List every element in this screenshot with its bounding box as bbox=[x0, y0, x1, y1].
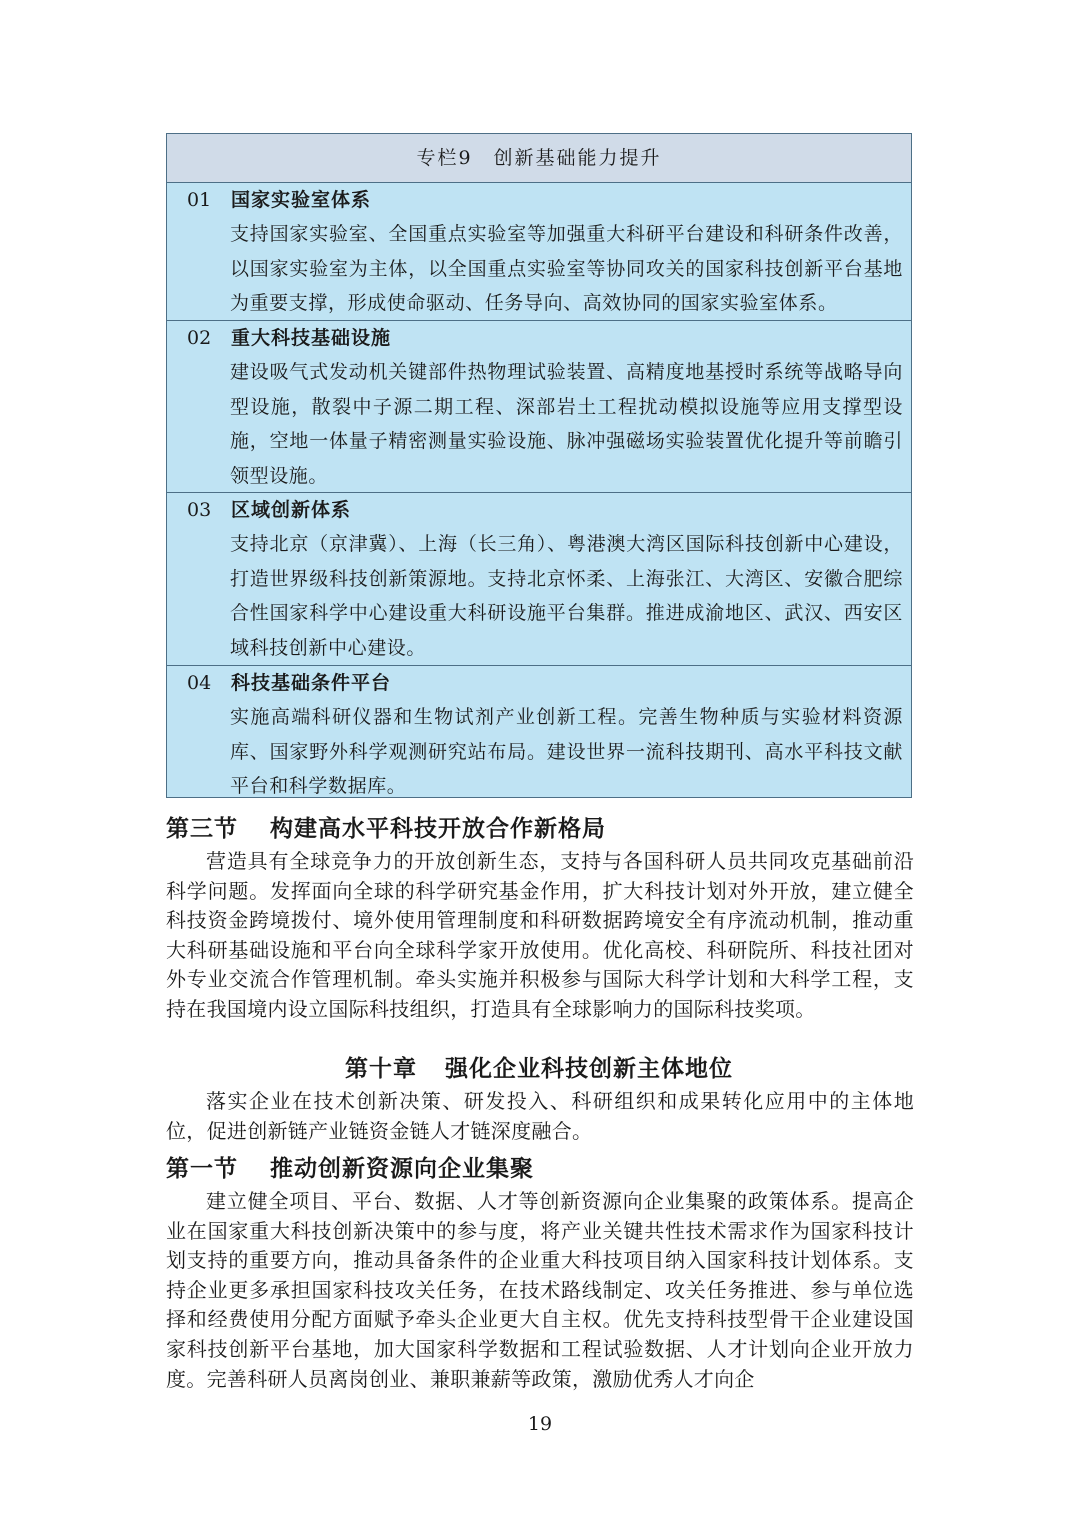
chapter-heading-10 bbox=[166, 1050, 912, 1083]
section-number: 04 bbox=[187, 672, 212, 694]
column-section-02 bbox=[167, 321, 911, 493]
column-box bbox=[166, 133, 912, 798]
section-label: 第三节 bbox=[166, 816, 238, 842]
section-heading-1 bbox=[166, 1150, 926, 1183]
column-section-01 bbox=[167, 183, 911, 321]
chapter-label: 第十章 bbox=[345, 1056, 417, 1082]
section-text: 建设吸气式发动机关键部件热物理试验装置、高精度地基授时系统等战略导向型设施，散裂中子源二期工程、深部岩土工程扰动模拟设施等应用支撑型设施，空地一体量子精密测量实验设施、脉冲强磁场实验装置优化提升等前瞻引领型设施。 bbox=[230, 361, 903, 487]
chapter-10-paragraph: 落实企业在技术创新决策、研发投入、科研组织和成果转化应用中的主体地位，促进创新链产业链资金链人才链深度融合。 bbox=[166, 1089, 914, 1143]
section-text: 支持国家实验室、全国重点实验室等加强重大科研平台建设和科研条件改善，以国家实验室为主体，以全国重点实验室等协同攻关的国家科技创新平台基地为重要支撑，形成使命驱动、任务导向、高效协同的国家实验室体系。 bbox=[230, 223, 903, 314]
column-box-title: 专栏9 创新基础能力提升 bbox=[167, 134, 911, 183]
section-number: 01 bbox=[187, 189, 212, 211]
section-text: 实施高端科研仪器和生物试剂产业创新工程。完善生物种质与实验材料资源库、国家野外科学观测研究站布局。建设世界一流科技期刊、高水平科技文献平台和科学数据库。 bbox=[230, 706, 903, 797]
section-1-paragraph: 建立健全项目、平台、数据、人才等创新资源向企业集聚的政策体系。提高企业在国家重大科技创新决策中的参与度，将产业关键共性技术需求作为国家科技计划支持的重要方向，推动具备条件的企业重大科技项目纳入国家科技计划体系。支持企业更多承担国家科技攻关任务，在技术路线制定、攻关任务推进、参与单位选择和经费使用分配方面赋予牵头企业更大自主权。优先支持科技型骨干企业建设国家科技创新平台基地，加大国家科学数据和工程试验数据、人才计划向企业开放力度。完善科研人员离岗创业、兼职兼薪等政策，激励优秀人才向企 bbox=[166, 1189, 914, 1391]
section-title: 科技基础条件平台 bbox=[231, 672, 392, 694]
section-title: 区域创新体系 bbox=[231, 499, 352, 521]
section-title: 国家实验室体系 bbox=[231, 189, 372, 211]
section-3-paragraph: 营造具有全球竞争力的开放创新生态，支持与各国科研人员共同攻克基础前沿科学问题。发挥面向全球的科学研究基金作用，扩大科技计划对外开放，建立健全科技资金跨境拨付、境外使用管理制度和科研数据跨境安全有序流动机制，推动重大科研基础设施和平台向全球科学家开放使用。优化高校、科研院所、科技社团对外专业交流合作管理机制。牵头实施并积极参与国际大科学计划和大科学工程，支持在我国境内设立国际科技组织，打造具有全球影响力的国际科技奖项。 bbox=[166, 849, 914, 1021]
section-number: 02 bbox=[187, 327, 212, 349]
column-section-03 bbox=[167, 493, 911, 666]
section-heading-3 bbox=[166, 810, 926, 843]
section-label: 第一节 bbox=[166, 1156, 238, 1182]
section-heading-title: 构建高水平科技开放合作新格局 bbox=[270, 816, 606, 842]
section-title: 重大科技基础设施 bbox=[231, 327, 392, 349]
chapter-title: 强化企业科技创新主体地位 bbox=[445, 1056, 733, 1082]
section-number: 03 bbox=[187, 499, 212, 521]
section-heading-title: 推动创新资源向企业集聚 bbox=[270, 1156, 534, 1182]
section-text: 支持北京（京津冀）、上海（长三角）、粤港澳大湾区国际科技创新中心建设，打造世界级科技创新策源地。支持北京怀柔、上海张江、大湾区、安徽合肥综合性国家科学中心建设重大科研设施平台集群。推进成渝地区、武汉、西安区域科技创新中心建设。 bbox=[230, 533, 903, 659]
column-section-04 bbox=[167, 666, 911, 797]
page-number: 19 bbox=[527, 1413, 553, 1435]
